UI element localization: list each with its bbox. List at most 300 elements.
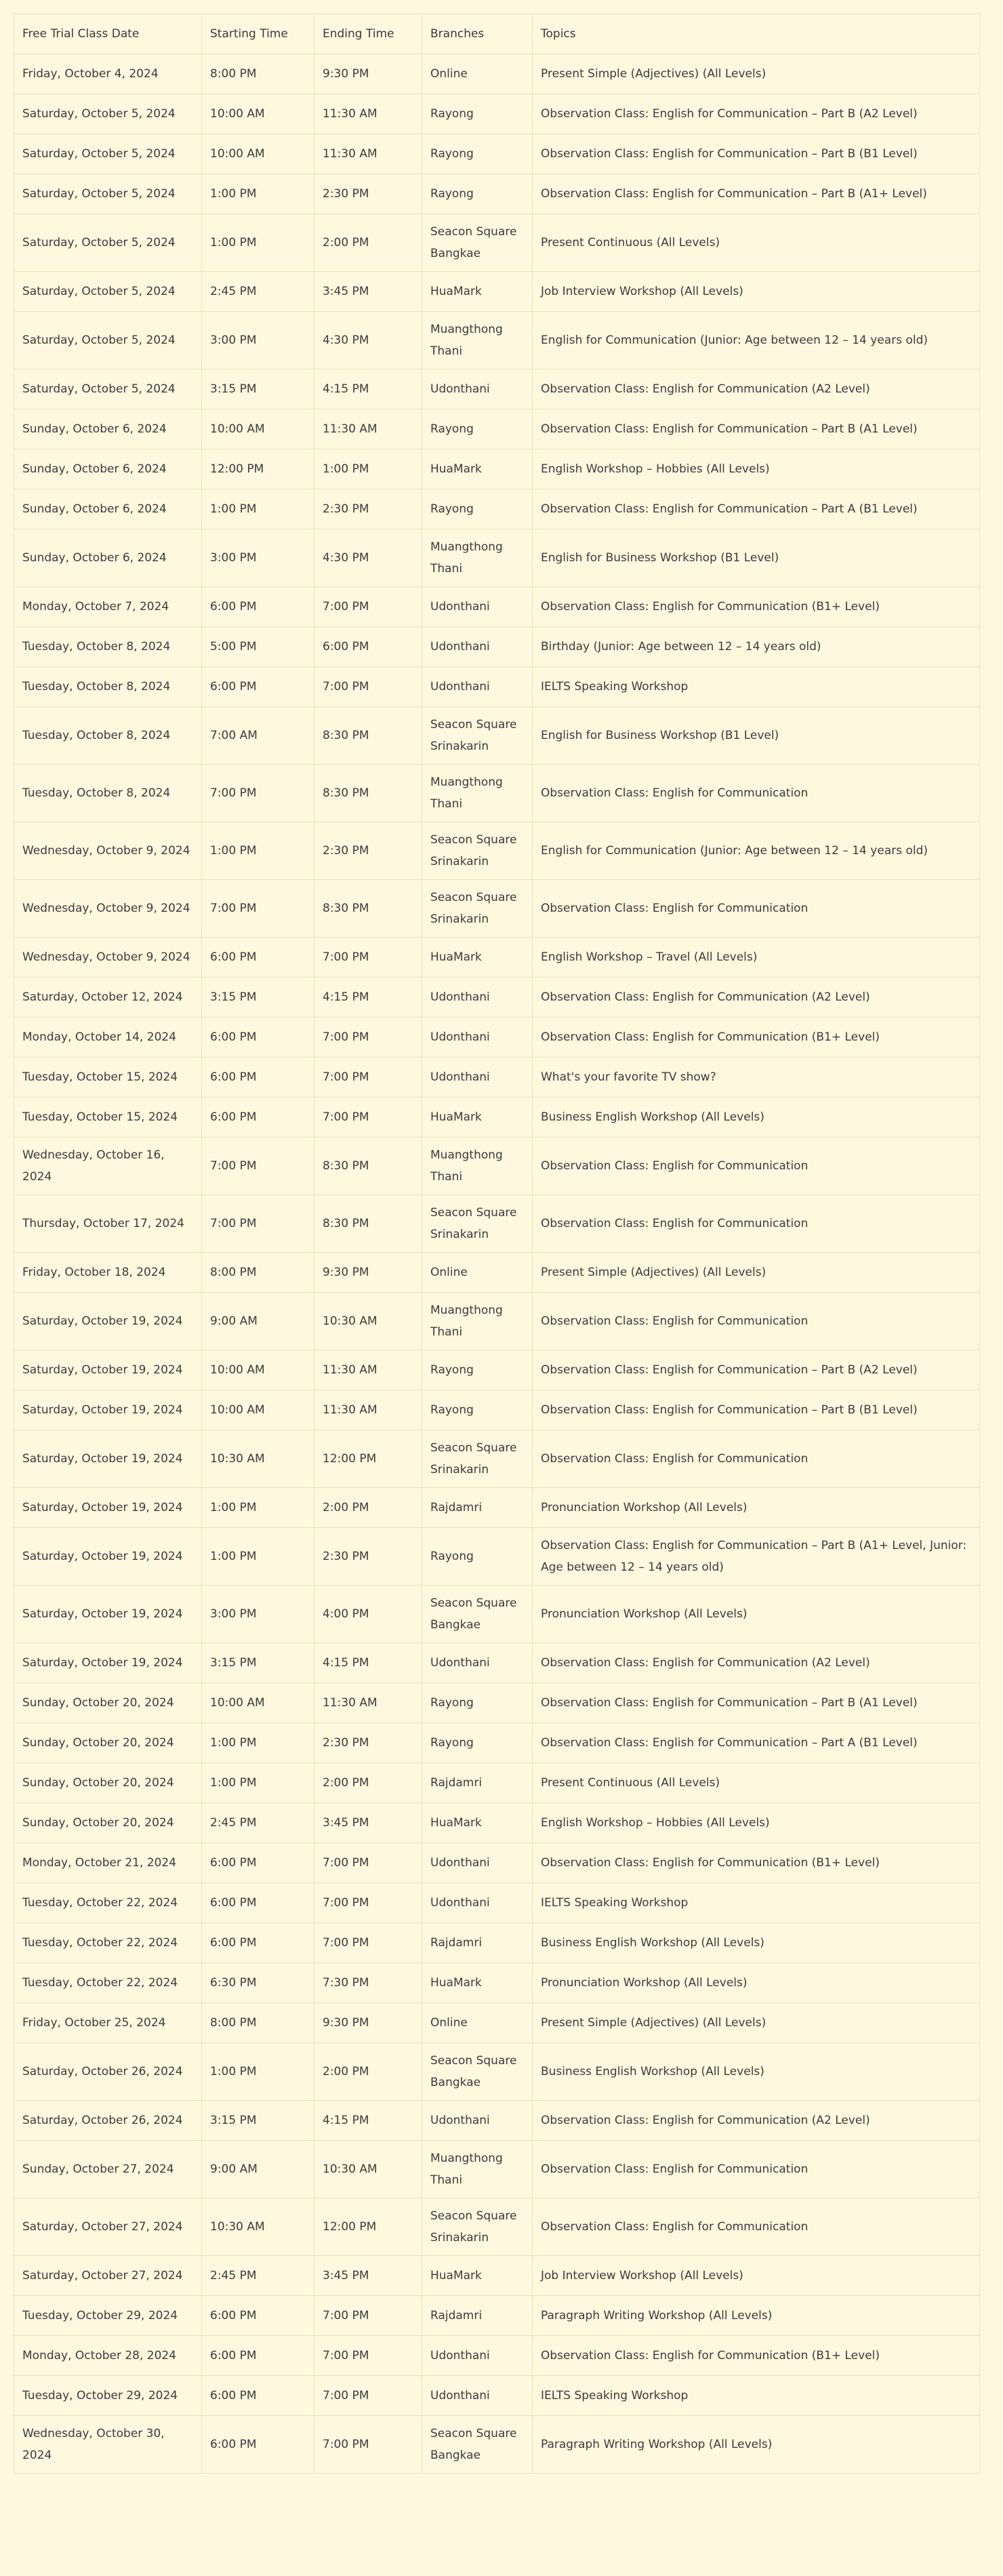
cell-end-time: 7:00 PM [314,1923,422,1963]
cell-branch: Rayong [422,94,533,134]
cell-end-time: 7:00 PM [314,2416,422,2474]
table-row [14,1350,980,1390]
table-row [14,938,980,978]
cell-start-time: 10:30 AM [202,2198,314,2256]
cell-start-time: 6:00 PM [202,2376,314,2416]
cell-start-time: 8:00 PM [202,1253,314,1293]
table-header [14,14,980,54]
cell-branch: Seacon Square Srinakarin [422,822,533,880]
cell-end-time: 7:00 PM [314,2336,422,2376]
free-trial-schedule-table [14,14,980,2474]
cell-start-time: 1:00 PM [202,822,314,880]
cell-date: Saturday, October 19, 2024 [14,1488,202,1528]
cell-branch: Udonthani [422,1883,533,1923]
cell-topic: Pronunciation Workshop (All Levels) [533,1586,980,1643]
cell-start-time: 8:00 PM [202,54,314,94]
table-row [14,312,980,369]
table-row [14,1018,980,1058]
cell-date: Sunday, October 20, 2024 [14,1723,202,1763]
cell-end-time: 6:00 PM [314,627,422,667]
cell-branch: Udonthani [422,1643,533,1683]
cell-end-time: 2:30 PM [314,822,422,880]
cell-branch: HuaMark [422,449,533,489]
cell-end-time: 11:30 AM [314,409,422,449]
cell-end-time: 1:00 PM [314,449,422,489]
cell-topic: What's your favorite TV show? [533,1058,980,1098]
cell-branch: Muangthong Thani [422,312,533,369]
cell-branch: Muangthong Thani [422,2141,533,2198]
cell-end-time: 10:30 AM [314,1293,422,1350]
cell-branch: Online [422,54,533,94]
table-row [14,1528,980,1586]
cell-branch: HuaMark [422,1098,533,1138]
cell-start-time: 6:30 PM [202,1963,314,2003]
cell-branch: Seacon Square Srinakarin [422,707,533,765]
cell-start-time: 10:00 AM [202,1683,314,1723]
cell-start-time: 9:00 AM [202,1293,314,1350]
cell-date: Monday, October 28, 2024 [14,2336,202,2376]
cell-end-time: 4:15 PM [314,978,422,1018]
schedule-table-container [14,14,979,2474]
cell-date: Saturday, October 26, 2024 [14,2101,202,2141]
cell-branch: Rayong [422,134,533,174]
cell-branch: Seacon Square Bangkae [422,1586,533,1643]
cell-topic: Observation Class: English for Communication – Part A (B1 Level) [533,489,980,529]
cell-topic: English Workshop – Hobbies (All Levels) [533,449,980,489]
cell-date: Saturday, October 5, 2024 [14,369,202,409]
table-row [14,409,980,449]
cell-start-time: 7:00 AM [202,707,314,765]
cell-date: Saturday, October 19, 2024 [14,1528,202,1586]
cell-topic: Birthday (Junior: Age between 12 – 14 years old) [533,627,980,667]
cell-date: Sunday, October 20, 2024 [14,1683,202,1723]
cell-end-time: 3:45 PM [314,272,422,312]
cell-date: Saturday, October 5, 2024 [14,174,202,214]
table-row [14,1098,980,1138]
table-row [14,214,980,272]
cell-topic: Observation Class: English for Communication – Part B (A1+ Level, Junior: Age between 12 – 14 years old) [533,1528,980,1586]
cell-branch: Seacon Square Bangkae [422,214,533,272]
cell-end-time: 4:00 PM [314,1586,422,1643]
cell-date: Wednesday, October 9, 2024 [14,880,202,938]
table-row [14,1195,980,1253]
cell-topic: English for Communication (Junior: Age between 12 – 14 years old) [533,822,980,880]
cell-topic: Job Interview Workshop (All Levels) [533,2256,980,2296]
table-row [14,707,980,765]
table-row [14,1803,980,1843]
cell-topic: Present Simple (Adjectives) (All Levels) [533,1253,980,1293]
cell-branch: Seacon Square Bangkae [422,2043,533,2101]
cell-topic: Observation Class: English for Communication [533,1195,980,1253]
cell-topic: Observation Class: English for Communication – Part A (B1 Level) [533,1723,980,1763]
cell-branch: Seacon Square Srinakarin [422,880,533,938]
table-row [14,2336,980,2376]
table-row [14,529,980,587]
cell-topic: Observation Class: English for Communication – Part B (A1 Level) [533,409,980,449]
header-branch: Branches [422,14,533,54]
cell-branch: Rajdamri [422,2296,533,2336]
table-row [14,2296,980,2336]
cell-branch: Udonthani [422,627,533,667]
cell-topic: Observation Class: English for Communication – Part B (B1 Level) [533,1390,980,1430]
cell-start-time: 3:15 PM [202,2101,314,2141]
cell-start-time: 1:00 PM [202,1763,314,1803]
cell-branch: Udonthani [422,2376,533,2416]
cell-date: Sunday, October 6, 2024 [14,529,202,587]
cell-branch: Udonthani [422,587,533,627]
cell-end-time: 11:30 AM [314,1390,422,1430]
cell-start-time: 12:00 PM [202,449,314,489]
table-row [14,489,980,529]
cell-branch: Rayong [422,1350,533,1390]
cell-date: Sunday, October 6, 2024 [14,489,202,529]
cell-date: Tuesday, October 29, 2024 [14,2376,202,2416]
header-start-time: Starting Time [202,14,314,54]
cell-start-time: 1:00 PM [202,1723,314,1763]
header-topic: Topics [533,14,980,54]
cell-date: Saturday, October 5, 2024 [14,214,202,272]
table-row [14,1058,980,1098]
cell-start-time: 7:00 PM [202,1195,314,1253]
cell-start-time: 10:00 AM [202,134,314,174]
table-row [14,1683,980,1723]
table-row [14,1723,980,1763]
table-row [14,1253,980,1293]
cell-date: Tuesday, October 22, 2024 [14,1883,202,1923]
header-end-time: Ending Time [314,14,422,54]
cell-end-time: 11:30 AM [314,1683,422,1723]
table-row [14,978,980,1018]
cell-topic: Present Simple (Adjectives) (All Levels) [533,54,980,94]
cell-start-time: 1:00 PM [202,214,314,272]
cell-date: Saturday, October 19, 2024 [14,1350,202,1390]
cell-end-time: 8:30 PM [314,880,422,938]
cell-end-time: 2:30 PM [314,174,422,214]
cell-end-time: 7:00 PM [314,938,422,978]
cell-start-time: 2:45 PM [202,2256,314,2296]
cell-end-time: 4:30 PM [314,312,422,369]
cell-branch: HuaMark [422,272,533,312]
table-row [14,627,980,667]
cell-start-time: 6:00 PM [202,2416,314,2474]
cell-branch: Muangthong Thani [422,1293,533,1350]
cell-start-time: 3:15 PM [202,369,314,409]
cell-end-time: 4:15 PM [314,2101,422,2141]
cell-date: Saturday, October 12, 2024 [14,978,202,1018]
cell-date: Saturday, October 19, 2024 [14,1293,202,1350]
cell-start-time: 6:00 PM [202,1058,314,1098]
cell-end-time: 3:45 PM [314,2256,422,2296]
cell-topic: Job Interview Workshop (All Levels) [533,272,980,312]
cell-topic: Observation Class: English for Communication – Part B (B1 Level) [533,134,980,174]
table-row [14,174,980,214]
cell-end-time: 7:00 PM [314,1058,422,1098]
cell-start-time: 7:00 PM [202,880,314,938]
cell-topic: Present Continuous (All Levels) [533,1763,980,1803]
cell-topic: Business English Workshop (All Levels) [533,1098,980,1138]
cell-topic: Present Continuous (All Levels) [533,214,980,272]
table-row [14,1390,980,1430]
cell-start-time: 6:00 PM [202,1098,314,1138]
cell-date: Saturday, October 19, 2024 [14,1390,202,1430]
cell-topic: Pronunciation Workshop (All Levels) [533,1488,980,1528]
table-row [14,1763,980,1803]
cell-start-time: 10:00 AM [202,94,314,134]
table-row [14,2256,980,2296]
cell-end-time: 9:30 PM [314,54,422,94]
cell-topic: Observation Class: English for Communication [533,2141,980,2198]
cell-topic: Observation Class: English for Communication (A2 Level) [533,1643,980,1683]
cell-topic: English for Business Workshop (B1 Level) [533,707,980,765]
cell-date: Sunday, October 27, 2024 [14,2141,202,2198]
header-row [14,14,980,54]
cell-topic: Observation Class: English for Communication (B1+ Level) [533,1843,980,1883]
cell-date: Saturday, October 19, 2024 [14,1643,202,1683]
cell-topic: Observation Class: English for Communication – Part B (A2 Level) [533,1350,980,1390]
cell-start-time: 6:00 PM [202,1923,314,1963]
cell-branch: HuaMark [422,938,533,978]
cell-start-time: 10:00 AM [202,409,314,449]
cell-date: Tuesday, October 22, 2024 [14,1923,202,1963]
cell-topic: Observation Class: English for Communication (A2 Level) [533,2101,980,2141]
table-row [14,667,980,707]
cell-date: Saturday, October 5, 2024 [14,312,202,369]
table-row [14,94,980,134]
cell-start-time: 10:00 AM [202,1350,314,1390]
table-row [14,765,980,822]
cell-branch: Rayong [422,409,533,449]
cell-end-time: 7:00 PM [314,2296,422,2336]
cell-topic: Business English Workshop (All Levels) [533,2043,980,2101]
cell-topic: Observation Class: English for Communication [533,765,980,822]
cell-date: Thursday, October 17, 2024 [14,1195,202,1253]
cell-end-time: 3:45 PM [314,1803,422,1843]
cell-date: Saturday, October 26, 2024 [14,2043,202,2101]
cell-topic: Observation Class: English for Communication [533,880,980,938]
cell-start-time: 3:00 PM [202,529,314,587]
cell-topic: Business English Workshop (All Levels) [533,1923,980,1963]
cell-end-time: 11:30 AM [314,1350,422,1390]
cell-start-time: 9:00 AM [202,2141,314,2198]
table-row [14,2376,980,2416]
cell-topic: English for Business Workshop (B1 Level) [533,529,980,587]
cell-topic: English for Communication (Junior: Age between 12 – 14 years old) [533,312,980,369]
table-row [14,134,980,174]
table-row [14,1430,980,1488]
cell-start-time: 6:00 PM [202,938,314,978]
cell-start-time: 8:00 PM [202,2003,314,2043]
cell-end-time: 2:30 PM [314,1723,422,1763]
cell-start-time: 1:00 PM [202,2043,314,2101]
table-row [14,449,980,489]
cell-end-time: 2:30 PM [314,489,422,529]
cell-end-time: 7:30 PM [314,1963,422,2003]
cell-topic: Observation Class: English for Communication [533,1138,980,1195]
cell-date: Saturday, October 5, 2024 [14,94,202,134]
cell-end-time: 7:00 PM [314,587,422,627]
table-row [14,2101,980,2141]
cell-topic: IELTS Speaking Workshop [533,2376,980,2416]
cell-topic: Observation Class: English for Communication – Part B (A1+ Level) [533,174,980,214]
cell-start-time: 2:45 PM [202,272,314,312]
cell-end-time: 7:00 PM [314,1883,422,1923]
cell-end-time: 2:30 PM [314,1528,422,1586]
table-row [14,2416,980,2474]
cell-date: Tuesday, October 8, 2024 [14,627,202,667]
cell-end-time: 7:00 PM [314,667,422,707]
table-row [14,2141,980,2198]
table-row [14,1488,980,1528]
cell-date: Saturday, October 19, 2024 [14,1586,202,1643]
cell-date: Saturday, October 27, 2024 [14,2198,202,2256]
cell-topic: Observation Class: English for Communication (B1+ Level) [533,1018,980,1058]
cell-end-time: 4:15 PM [314,369,422,409]
cell-branch: Udonthani [422,1018,533,1058]
cell-start-time: 1:00 PM [202,174,314,214]
cell-date: Tuesday, October 22, 2024 [14,1963,202,2003]
cell-branch: Seacon Square Srinakarin [422,1430,533,1488]
cell-branch: Udonthani [422,2336,533,2376]
cell-end-time: 9:30 PM [314,2003,422,2043]
cell-date: Sunday, October 6, 2024 [14,449,202,489]
cell-date: Monday, October 14, 2024 [14,1018,202,1058]
cell-start-time: 6:00 PM [202,1018,314,1058]
cell-date: Tuesday, October 8, 2024 [14,765,202,822]
cell-branch: Muangthong Thani [422,765,533,822]
cell-branch: Online [422,2003,533,2043]
table-row [14,2003,980,2043]
cell-end-time: 11:30 AM [314,94,422,134]
cell-date: Tuesday, October 15, 2024 [14,1098,202,1138]
cell-start-time: 6:00 PM [202,587,314,627]
cell-date: Wednesday, October 16, 2024 [14,1138,202,1195]
cell-date: Sunday, October 20, 2024 [14,1763,202,1803]
cell-end-time: 12:00 PM [314,1430,422,1488]
cell-date: Wednesday, October 9, 2024 [14,938,202,978]
cell-branch: Rajdamri [422,1763,533,1803]
cell-date: Saturday, October 19, 2024 [14,1430,202,1488]
cell-end-time: 7:00 PM [314,1018,422,1058]
cell-end-time: 12:00 PM [314,2198,422,2256]
cell-start-time: 10:00 AM [202,1390,314,1430]
cell-date: Tuesday, October 8, 2024 [14,707,202,765]
cell-end-time: 7:00 PM [314,2376,422,2416]
cell-branch: Seacon Square Bangkae [422,2416,533,2474]
table-row [14,1843,980,1883]
cell-branch: Udonthani [422,369,533,409]
cell-start-time: 1:00 PM [202,1528,314,1586]
cell-end-time: 7:00 PM [314,1843,422,1883]
cell-end-time: 2:00 PM [314,1488,422,1528]
cell-topic: English Workshop – Hobbies (All Levels) [533,1803,980,1843]
cell-end-time: 8:30 PM [314,1138,422,1195]
cell-date: Sunday, October 20, 2024 [14,1803,202,1843]
header-date: Free Trial Class Date [14,14,202,54]
table-body [14,54,980,2474]
table-row [14,880,980,938]
cell-start-time: 3:15 PM [202,978,314,1018]
cell-branch: Rajdamri [422,1488,533,1528]
cell-branch: Udonthani [422,2101,533,2141]
cell-start-time: 5:00 PM [202,627,314,667]
cell-topic: Observation Class: English for Communication (B1+ Level) [533,2336,980,2376]
cell-end-time: 4:15 PM [314,1643,422,1683]
cell-date: Wednesday, October 9, 2024 [14,822,202,880]
cell-topic: Observation Class: English for Communication [533,2198,980,2256]
cell-topic: Paragraph Writing Workshop (All Levels) [533,2296,980,2336]
table-row [14,822,980,880]
cell-start-time: 1:00 PM [202,489,314,529]
cell-branch: Online [422,1253,533,1293]
cell-date: Friday, October 25, 2024 [14,2003,202,2043]
cell-branch: HuaMark [422,1803,533,1843]
cell-branch: Udonthani [422,978,533,1018]
cell-end-time: 10:30 AM [314,2141,422,2198]
cell-topic: IELTS Speaking Workshop [533,1883,980,1923]
cell-branch: Udonthani [422,1843,533,1883]
cell-branch: Rayong [422,174,533,214]
cell-start-time: 7:00 PM [202,1138,314,1195]
cell-end-time: 9:30 PM [314,1253,422,1293]
cell-end-time: 8:30 PM [314,707,422,765]
cell-branch: Seacon Square Srinakarin [422,2198,533,2256]
cell-start-time: 1:00 PM [202,1488,314,1528]
cell-end-time: 2:00 PM [314,1763,422,1803]
cell-topic: English Workshop – Travel (All Levels) [533,938,980,978]
table-row [14,1923,980,1963]
cell-end-time: 8:30 PM [314,765,422,822]
cell-start-time: 6:00 PM [202,2336,314,2376]
table-row [14,1883,980,1923]
cell-branch: Rayong [422,1683,533,1723]
cell-topic: Observation Class: English for Communication (B1+ Level) [533,587,980,627]
cell-date: Tuesday, October 15, 2024 [14,1058,202,1098]
cell-date: Monday, October 21, 2024 [14,1843,202,1883]
cell-branch: Udonthani [422,1058,533,1098]
cell-start-time: 3:00 PM [202,312,314,369]
cell-end-time: 4:30 PM [314,529,422,587]
cell-end-time: 2:00 PM [314,214,422,272]
cell-start-time: 7:00 PM [202,765,314,822]
cell-branch: Udonthani [422,667,533,707]
cell-date: Monday, October 7, 2024 [14,587,202,627]
cell-branch: Muangthong Thani [422,1138,533,1195]
table-row [14,1138,980,1195]
cell-date: Saturday, October 27, 2024 [14,2256,202,2296]
table-row [14,54,980,94]
table-row [14,369,980,409]
cell-topic: Pronunciation Workshop (All Levels) [533,1963,980,2003]
cell-date: Sunday, October 6, 2024 [14,409,202,449]
table-row [14,1963,980,2003]
cell-start-time: 2:45 PM [202,1803,314,1843]
cell-topic: Observation Class: English for Communication – Part B (A1 Level) [533,1683,980,1723]
cell-start-time: 10:30 AM [202,1430,314,1488]
cell-date: Tuesday, October 8, 2024 [14,667,202,707]
cell-start-time: 3:15 PM [202,1643,314,1683]
cell-date: Tuesday, October 29, 2024 [14,2296,202,2336]
cell-branch: Seacon Square Srinakarin [422,1195,533,1253]
cell-start-time: 3:00 PM [202,1586,314,1643]
cell-end-time: 11:30 AM [314,134,422,174]
cell-branch: HuaMark [422,2256,533,2296]
cell-start-time: 6:00 PM [202,1843,314,1883]
cell-branch: Rayong [422,1723,533,1763]
cell-branch: HuaMark [422,1963,533,2003]
cell-topic: Paragraph Writing Workshop (All Levels) [533,2416,980,2474]
cell-date: Friday, October 4, 2024 [14,54,202,94]
cell-topic: Observation Class: English for Communication (A2 Level) [533,369,980,409]
